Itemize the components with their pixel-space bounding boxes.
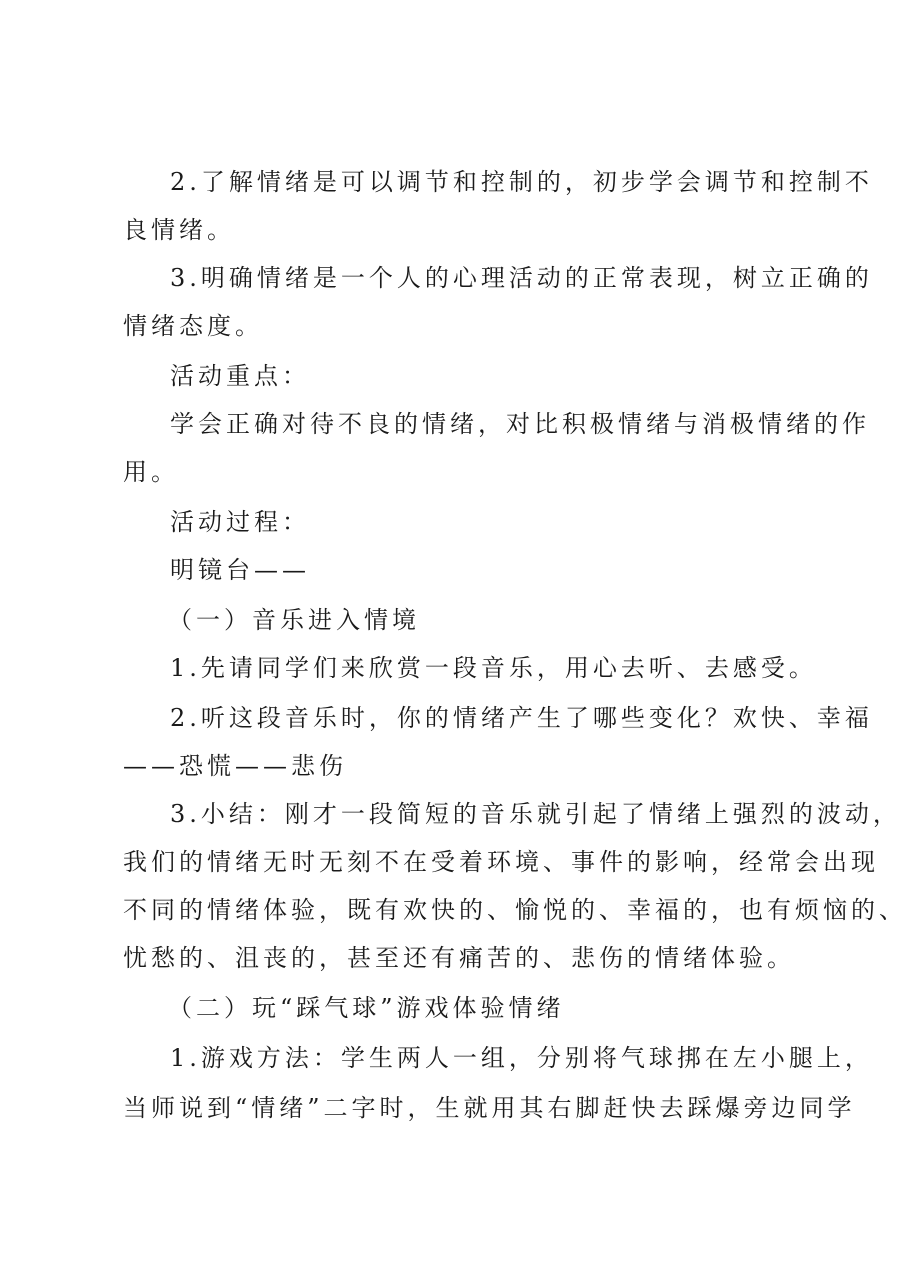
text-line: 我们的情绪无时无刻不在受着环境、事件的影响，经常会出现 (123, 848, 879, 876)
section-heading: 活动过程： (170, 508, 310, 536)
subsection-heading: （二）玩“踩气球”游戏体验情绪 (168, 994, 565, 1022)
text-line: ——恐慌——悲伤 (123, 752, 347, 780)
text-line: 当师说到“情绪”二字时，生就用其右脚赶快去踩爆旁边同学 (123, 1094, 856, 1122)
section-heading: 活动重点： (170, 362, 310, 390)
text-line: 1.游戏方法：学生两人一组，分别将气球挷在左小腿上， (170, 1044, 873, 1072)
text-line: 忧愁的、沮丧的，甚至还有痛苦的、悲伤的情绪体验。 (123, 944, 795, 972)
text-line: 用。 (123, 458, 179, 486)
text-line: 3.小结：刚才一段简短的音乐就引起了情绪上强烈的波动， (170, 800, 901, 828)
text-line: 3.明确情绪是一个人的心理活动的正常表现，树立正确的 (170, 264, 873, 292)
text-line: 良情绪。 (123, 216, 235, 244)
text-line: 情绪态度。 (123, 312, 263, 340)
text-line: 1.先请同学们来欣赏一段音乐，用心去听、去感受。 (170, 654, 817, 682)
text-line: 不同的情绪体验，既有欢快的、愉悦的、幸福的，也有烦恼的、 (123, 896, 907, 924)
text-line: 2.了解情绪是可以调节和控制的，初步学会调节和控制不 (170, 168, 873, 196)
text-line: 明镜台—— (170, 556, 310, 584)
text-line: 学会正确对待不良的情绪，对比积极情绪与消极情绪的作 (170, 410, 870, 438)
subsection-heading: （一）音乐进入情境 (168, 606, 420, 634)
text-line: 2.听这段音乐时，你的情绪产生了哪些变化？欢快、幸福 (170, 704, 873, 732)
